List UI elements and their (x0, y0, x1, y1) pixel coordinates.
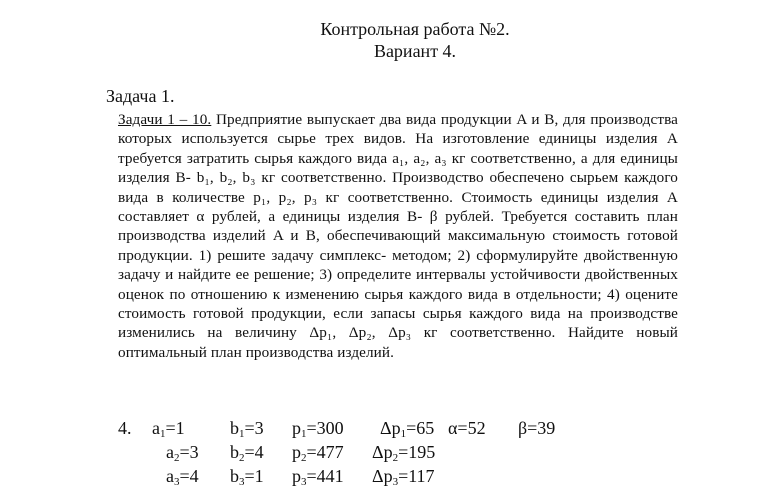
value-dp2: $\Delta p_2=195$ (372, 442, 436, 464)
value-beta: β=39 (518, 418, 556, 438)
value-a2: $a_2=3$ (166, 442, 199, 464)
value-b1: $b_1=3$ (230, 418, 264, 440)
value-p2: $p_2=477$ (292, 442, 344, 464)
value-a3: $a_3=4$ (166, 466, 199, 488)
document-title: Контрольная работа №2. (320, 19, 510, 39)
task-lead: Задачи 1 – 10. (118, 111, 212, 128)
variant-title: Вариант 4. (373, 41, 457, 61)
value-p1: $p_1=300$ (292, 418, 344, 440)
value-alpha: α=52 (448, 418, 486, 438)
task-statement (118, 110, 678, 362)
value-a1: $a_1=1$ (152, 418, 185, 440)
value-b2: $b_2=4$ (230, 442, 264, 464)
task-body: Предприятие выпускает два вида продукции A и B, для производства которых используется сырье трех видов. На изготовление единицы изделия A требуется затратить сырья каждого вида a₁, a₂, a₃ кг соответственно, а для единицы изделия B- b₁, b₂, b₃ кг соответственно. Производство обеспечено сырьем каждого вида в количестве p₁, p₂, p₃ кг соответственно. Стоимость единицы изделия A составляет α рублей, а единицы изделия B- β рублей. Требуется составить план производства изделий A и B, обеспечивающий максимальную стоимость готовой продукции. 1) решите задачу симплекс- методом; 2) сформулируйте двойственную задачу и найдите ее решение; 3) определите интервалы устойчивости двойственных оценок по отношению к изменению сырья каждого вида в отдельности; 4) оцените стоимость готовой продукции, если запасы сырья каждого вида на производстве изменились на величину Δp₁, Δp₂, Δp₃ кг соответственно. Найдите новый оптимальный план производства изделий. (118, 111, 678, 361)
value-p3: $p_3=441$ (292, 466, 344, 488)
value-b3: $b_3=1$ (230, 466, 264, 488)
variant-number: 4. (118, 418, 132, 438)
value-dp3: $\Delta p_3=117$ (372, 466, 435, 488)
title-block (0, 18, 782, 62)
value-dp1: $\Delta p_1=65$ (380, 418, 435, 440)
task-heading: Задача 1. (106, 86, 175, 106)
